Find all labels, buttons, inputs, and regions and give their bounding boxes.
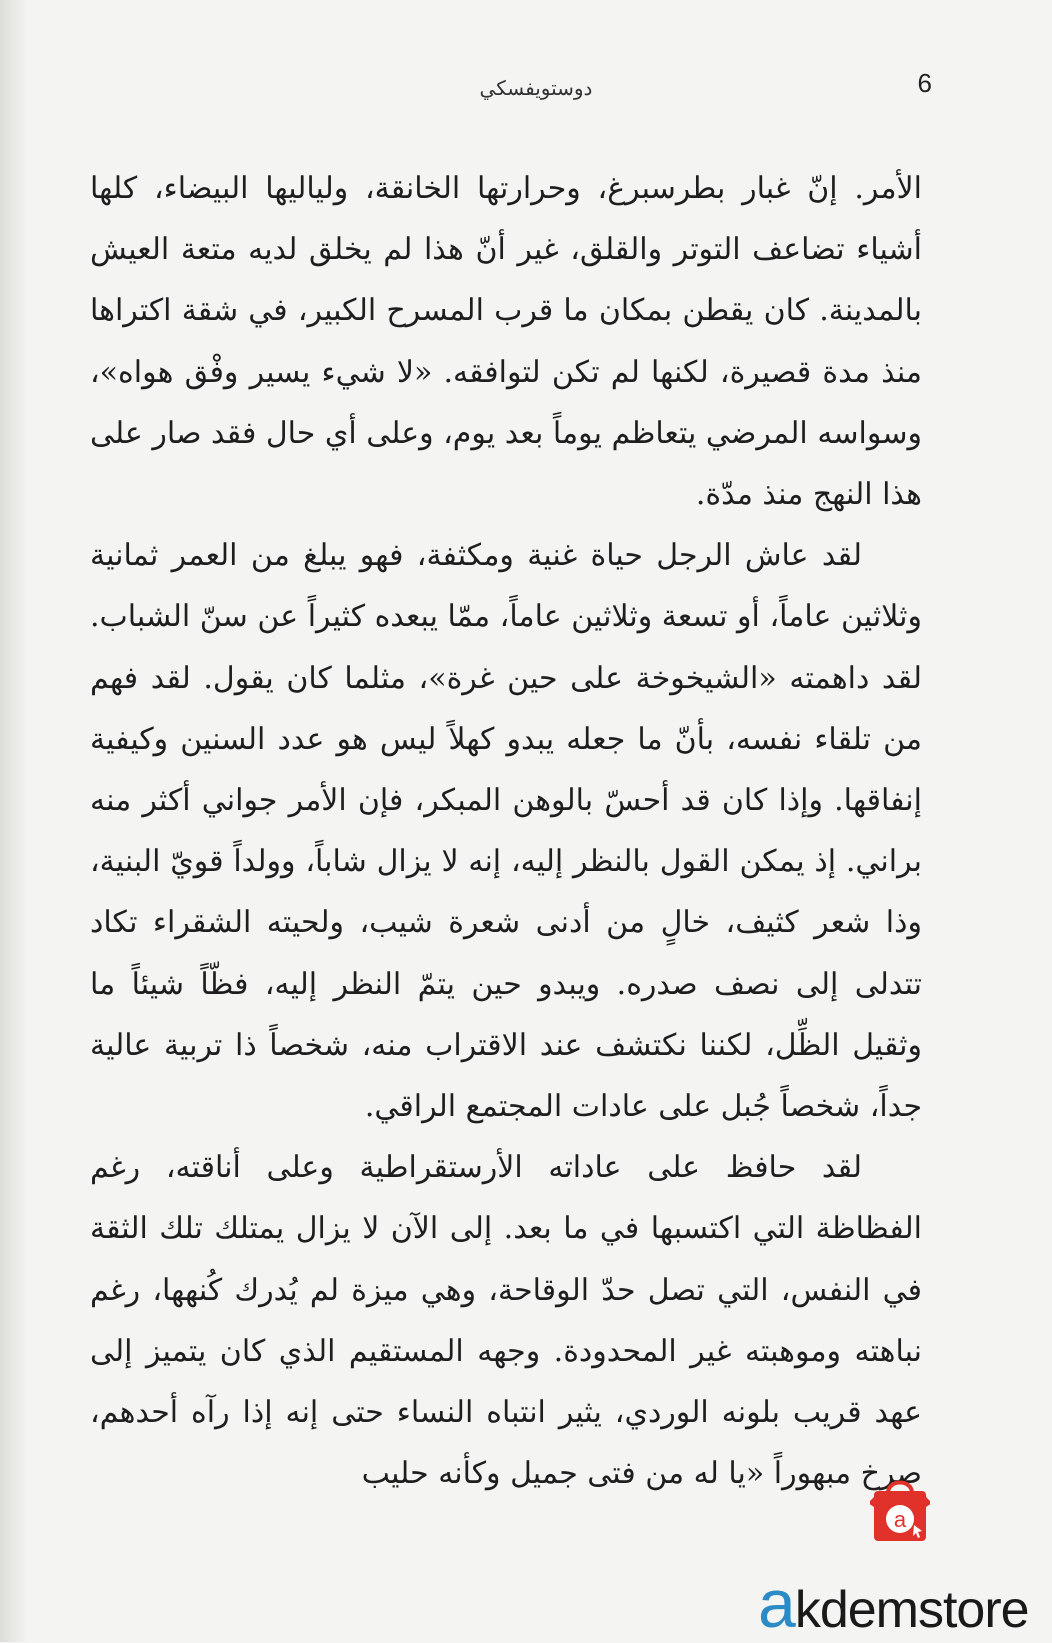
- bag-letter: a: [893, 1507, 907, 1532]
- brand-name: [758, 1565, 1029, 1643]
- brand-rest: kdemstore: [794, 1581, 1029, 1639]
- paragraph: لقد عاش الرجل حياة غنية ومكثفة، فهو يبلغ من العمر ثمانية وثلاثين عاماً، أو تسعة وثلاثين عاماً، ممّا يبعده كثيراً عن سنّ الشباب. لقد داهمته «الشيخوخة على حين غرة»، مثلما كان يقول. لقد فهم من تلقاء نفسه، بأنّ ما جعله يبدو كهلاً ليس هو عدد السنين وكيفية إنفاقها. وإذا كان قد أحسّ بالوهن المبكر، فإن الأمر جواني أكثر منه براني. إذ يمكن القول بالنظر إليه، إنه لا يزال شاباً، وولداً قويّ البنية، وذا شعر كثيف، خالٍ من أدنى شعرة شيب، ولحيته الشقراء تكاد تتدلى إلى نصف صدره. ويبدو حين يتمّ النظر إليه، فظّاً شيئاً ما وثقيل الظِّل، لكننا نكتشف عند الاقتراب منه، شخصاً ذا تربية عالية جداً، شخصاً جُبل على عادات المجتمع الراقي.: [90, 538, 922, 1125]
- shopping-bag-icon: [870, 1473, 930, 1543]
- brand-prefix: a: [758, 1566, 795, 1642]
- running-title: دوستويفسكي: [479, 76, 593, 100]
- paragraph: لقد حافظ على عاداته الأرستقراطية وعلى أناقته، رغم الفظاظة التي اكتسبها في ما بعد. إلى الآن لا يزال يمتلك تلك الثقة في النفس، التي تصل حدّ الوقاحة، وهي ميزة لم يُدرك كُنهها، رغم نباهته وموهبته غير المحدودة. وجهه المستقيم الذي كان يتميز إلى عهد قريب بلونه الوردي، يثير انتباه النساء حتى إنه إذا رآه أحدهم، صرخ مبهوراً «يا له من فتى جميل وكأنه حليب: [90, 1150, 922, 1492]
- store-watermark: [752, 1467, 1052, 1642]
- page-number: 6: [917, 68, 932, 98]
- page-edge-shadow: [0, 0, 28, 1642]
- page-header: [80, 68, 932, 108]
- body-text: [90, 158, 922, 1504]
- paragraph: الأمر. إنّ غبار بطرسبرغ، وحرارتها الخانقة، ولياليها البيضاء، كلها أشياء تضاعف التوتر والقلق، غير أنّ هذا لم يخلق لديه متعة العيش بالمدينة. كان يقطن بمكان ما قرب المسرح الكبير، في شقة اكتراها منذ مدة قصيرة، لكنها لم تكن لتوافقه. «لا شيء يسير وفْق هواه»، وسواسه المرضي يتعاظم يوماً بعد يوم، وعلى أي حال فقد صار على هذا النهج منذ مدّة.: [90, 171, 922, 513]
